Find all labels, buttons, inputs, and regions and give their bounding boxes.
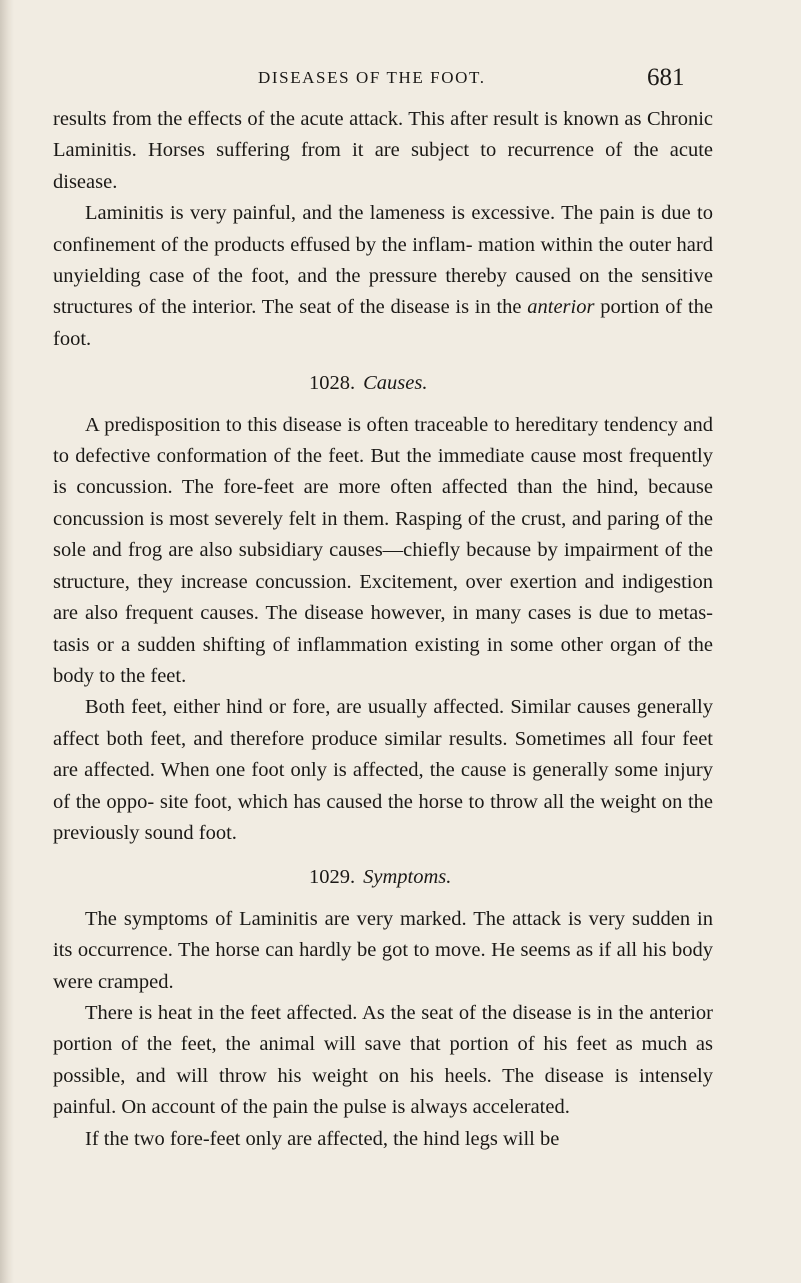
paragraph-text: portion of the foot.	[53, 296, 713, 350]
paragraph-symptoms: The symptoms of Laminitis are very marked. The attack is very sudden in its occurrence. The horse can hardly be got to move. He seems as if all his body were cramped.	[53, 907, 713, 993]
paragraph-text: Laminitis is very painful, and the lameness is excessive. The pain is due to confinement of the products effused by the inflam- mation within the outer hard unyielding case of the foot, and the pressure thereby caused on the sensitive structures of the interior. The seat of the disease is in the	[53, 202, 713, 319]
paragraph-continuation: results from the effects of the acute attack. This after result is known as Chronic Laminitis. Horses suffering from it are subject to recurrence of the acute disease.	[53, 108, 713, 193]
emphasis-anterior: anterior	[527, 296, 595, 319]
section-heading-symptoms	[53, 862, 713, 893]
paragraph-both-feet: Both feet, either hind or fore, are usually affected. Similar causes generally affect both feet, and therefore produce similar results. Sometimes all four feet are affected. When one foot only is affected, the cause is generally some injury of the oppo- site foot, which has caused the horse to throw all the weight on the previously sound foot.	[53, 696, 713, 844]
section-title: Causes.	[363, 372, 428, 395]
paragraph-causes: A predisposition to this disease is often traceable to hereditary tendency and to defective conformation of the feet. But the immediate cause most frequently is concussion. The fore-feet are more often affected than the hind, because concussion is most severely felt in them. Rasping of the crust, and paring of the sole and frog are also subsidiary causes—chiefly because by impairment of the structure, they increase concussion. Excitement, over exertion and indigestion are also frequent causes. The disease however, in many cases is due to metas- tasis or a sudden shifting of inflammation existing in some other organ of the body to the feet.	[53, 413, 713, 687]
section-number: 1028.	[309, 372, 356, 395]
paragraph-laminitis-pain	[53, 198, 713, 355]
section-heading-causes	[53, 368, 713, 399]
paragraph-fore-feet: If the two fore-feet only are affected, the hind legs will be	[85, 1127, 560, 1150]
page-binding-shadow	[0, 0, 14, 1283]
section-title: Symptoms.	[363, 866, 452, 889]
paragraph-heat: There is heat in the feet affected. As the seat of the disease is in the anterior portion of the feet, the animal will save that portion of his feet as much as possible, and will throw his weight on his heels. The disease is intensely painful. On account of the pain the pulse is always accelerated.	[53, 1001, 713, 1119]
running-head: DISEASES OF THE FOOT.	[258, 68, 486, 87]
page-header	[0, 64, 801, 96]
page-number: 681	[647, 64, 685, 91]
body-text	[53, 104, 713, 1155]
section-number: 1029.	[309, 866, 356, 889]
